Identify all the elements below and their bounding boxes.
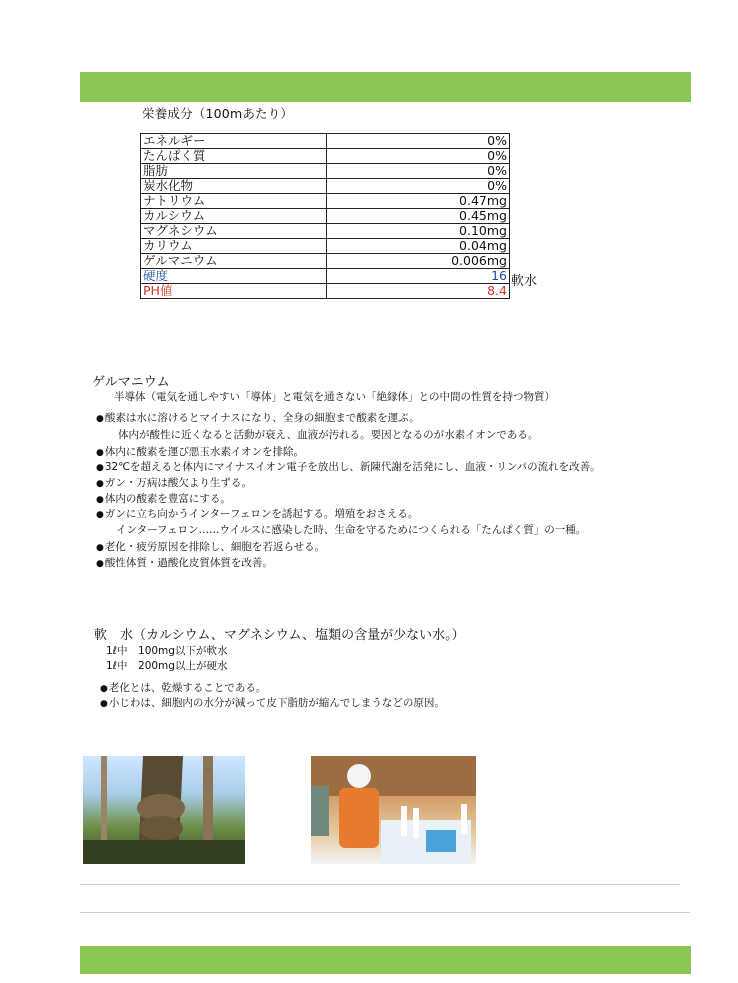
ph-name: PH値 [141,284,327,299]
soft-water-title: 軟 水（カルシウム、マグネシウム、塩類の含量が少ない水。） [94,628,465,643]
nutrient-value: 0% [327,164,510,179]
scan-artifact [80,884,680,885]
table-row [141,254,510,269]
list-item: ● ガンに立ち向かうインターフェロンを誘起する。増殖をおさえる。 [96,506,418,521]
nutrient-value: 0% [327,149,510,164]
table-row [141,224,510,239]
table-row [141,269,510,284]
table-row [141,284,510,299]
nutrition-title: 栄養成分（100mあたり） [142,106,294,121]
nutrient-value: 0% [327,134,510,149]
list-item: 体内が酸性に近くなると活動が衰え、血液が汚れる。要因となるのが水素イオンである。 [118,429,539,441]
tree-photo [83,756,245,864]
table-row [141,134,510,149]
table-row [141,194,510,209]
ph-value: 8.4 [327,284,510,299]
nutrition-table [140,133,510,299]
nutrient-name: エネルギー [141,134,327,149]
nutrient-name: ナトリウム [141,194,327,209]
list-item: ● 小じわは、細胞内の水分が減って皮下脂肪が縮んでしまうなどの原因。 [100,695,445,710]
table-row [141,164,510,179]
list-item: ● 酸性体質・過酸化皮質体質を改善。 [96,555,273,570]
nutrient-value: 0% [327,179,510,194]
germanium-title: ゲルマニウム [92,375,170,390]
nutrient-name: 脂肪 [141,164,327,179]
bottom-green-band [80,946,691,974]
nutrient-value: 0.47mg [327,194,510,209]
list-item: ● 体内に酸素を運び悪玉水素イオンを排除。 [96,444,304,459]
factory-illustration [311,756,476,864]
soft-water-label: 軟水 [511,274,538,289]
table-row [141,179,510,194]
hardness-name: 硬度 [141,269,327,284]
nutrient-value: 0.10mg [327,224,510,239]
germanium-intro: 半導体（電気を通しやすい「導体」と電気を通さない「絶縁体」との中間の性質を持つ物質） [114,391,555,403]
nutrient-name: ゲルマニウム [141,254,327,269]
nutrient-value: 0.006mg [327,254,510,269]
soft-water-definition: 1ℓ中 100mg以下が軟水 [106,645,228,657]
table-row [141,239,510,254]
list-item: ● 体内の酸素を豊富にする。 [96,491,231,506]
factory-photo [311,756,476,864]
list-item: ● 酸素は水に溶けるとマイナスになり、全身の細胞まで酸素を運ぶ。 [96,410,419,425]
nutrient-name: カリウム [141,239,327,254]
table-row [141,209,510,224]
nutrient-value: 0.04mg [327,239,510,254]
hard-water-definition: 1ℓ中 200mg以上が硬水 [106,660,228,672]
list-item: ● ガン・万病は酸欠より生ずる。 [96,475,252,490]
nutrient-name: マグネシウム [141,224,327,239]
list-item: ● 老化とは、乾燥することである。 [100,680,266,695]
list-item: インターフェロン……ウイルスに感染した時、生命を守るためにつくられる「たんぱく質」の一種。 [116,524,587,536]
scan-artifact [80,912,690,913]
list-item: ● 老化・疲労原因を排除し、細胞を若返らせる。 [96,539,325,554]
top-green-band [80,72,691,102]
hardness-value: 16 [327,269,510,284]
nutrient-value: 0.45mg [327,209,510,224]
nutrient-name: カルシウム [141,209,327,224]
nutrient-name: 炭水化物 [141,179,327,194]
list-item: ● 32℃を超えると体内にマイナスイオン電子を放出し、新陳代謝を活発にし、血液・リンパの流れを改善。 [96,459,601,474]
table-row [141,149,510,164]
tree-illustration [83,756,245,864]
nutrient-name: たんぱく質 [141,149,327,164]
